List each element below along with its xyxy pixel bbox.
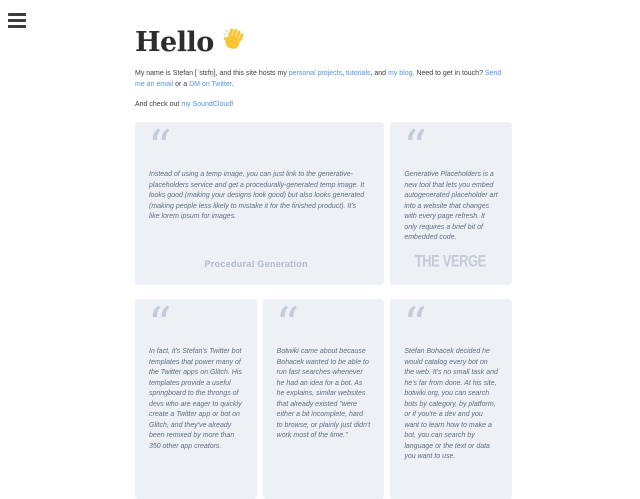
intro-text: And check out <box>135 101 182 108</box>
link-send-email[interactable]: Send me an email <box>135 70 502 88</box>
link-tutorials[interactable]: tutorials <box>345 70 371 77</box>
page-title <box>135 28 512 57</box>
link-personal-projects[interactable]: personal projects <box>288 70 343 77</box>
intro-text: My name is Stefan [ˈstɛfn̩], and this site hosts my <box>135 70 289 77</box>
quote-card-procedural-generation <box>135 122 384 285</box>
quote-icon: “ <box>403 120 427 174</box>
quote-icon: “ <box>148 120 172 174</box>
quote-card-the-verge <box>390 122 512 285</box>
quote-card-glitch-templates <box>135 299 257 499</box>
intro-text: . Need to get in touch? <box>412 70 485 77</box>
quote-text: Stefan Bohacek decided he would catalog every bot on the web. It's no small task and he's far from done. At his site, botwiki.org, you can search bots by category, by platform, or if you're a dev and you want to learn how to make a bot, you can search by language or the text or data you want to use. <box>404 348 498 460</box>
quote-text: Instead of using a temp image, you can just link to the generative-placeholders service and get a procedurally-generated temp image. It looks good (making your designs look good) but also looks generated (making people less likely to mistake it for the finished product). It's like lorem ipsum for images. <box>149 171 365 220</box>
page-title-text: Hello <box>135 27 214 58</box>
quote-icon: “ <box>275 297 300 351</box>
quote-card-botwiki-catalog <box>390 299 512 499</box>
menu-button[interactable] <box>8 13 26 28</box>
intro-paragraph <box>135 68 512 90</box>
quote-card-botwiki-origin <box>263 299 385 499</box>
waving-hand-emoji <box>221 28 246 57</box>
the-verge-logo: THE VERGE <box>415 251 487 271</box>
hamburger-icon <box>8 13 26 28</box>
quote-icon: “ <box>403 297 427 351</box>
intro-text: , <box>342 70 346 77</box>
link-my-blog[interactable]: my blog <box>388 70 413 77</box>
intro-text: or a <box>173 81 190 88</box>
link-soundcloud[interactable]: my SoundCloud <box>181 101 232 108</box>
attribution-procedural-generation: Procedural Generation <box>204 259 308 269</box>
quote-text: Generative Placeholders is a new tool that lets you embed autogenerated placeholder art into a website that changes with every page refresh. It only requires a brief bit of embedded code. <box>404 171 498 241</box>
quote-icon: “ <box>148 297 172 351</box>
intro-text: , and <box>370 70 389 77</box>
main-content <box>135 0 512 499</box>
quote-cards-grid <box>135 122 512 499</box>
quote-text: Botwiki came about because Bohacek wanted to be able to run fast searches whenever he had an idea for a bot. As he explains, similar websites that already existed "were either a bit incomplete, hard to browse, or plainly just didn't work most of the time." <box>276 348 371 439</box>
link-dm-twitter[interactable]: DM on Twitter <box>189 81 232 88</box>
intro-text: . <box>231 81 234 88</box>
quote-text: In fact, it's Stefan's Twitter bot templates that power many of the Twitter apps on Glitch. His templates provide a useful springboard to the throngs of devs who are eager to quickly create a Twitter app or bot on Glitch, and they've already been remixed by more than 350 other app creators. <box>149 348 242 450</box>
intro-text: ! <box>231 101 234 108</box>
soundcloud-paragraph <box>135 99 512 110</box>
